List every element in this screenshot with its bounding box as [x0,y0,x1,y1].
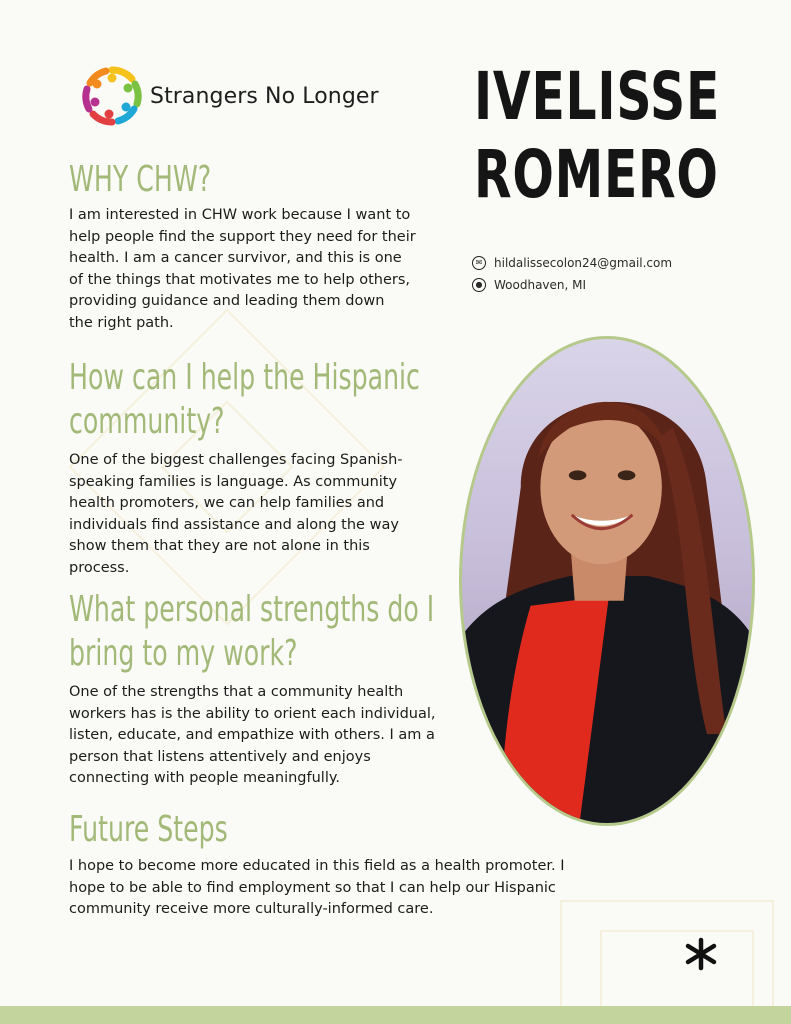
section-body-hispanic [69,450,403,580]
footer-bar [0,1006,791,1024]
body-line: of the things that motivates me to help others, [69,271,411,288]
email-text: hildalissecolon24@gmail.com [494,256,673,270]
body-line: connecting with people meaningfully. [69,770,340,787]
heading-line: community? [69,401,225,442]
body-line: person that listens attentively and enjoys [69,748,371,765]
section-body-future [69,856,565,921]
portrait-illustration [462,339,752,823]
section-heading-strengths [69,588,434,676]
heading-line: How can I help the Hispanic [69,357,420,398]
profile-photo [459,336,755,826]
contact-location-row [472,274,672,296]
body-line: listen, educate, and empathize with others. I am a [69,727,435,744]
body-line: individuals find assistance and along the way [69,516,399,533]
body-line: speaking families is language. As community [69,473,398,490]
profile-name [474,58,721,214]
logo-text: Strangers No Longer [150,83,379,109]
section-heading-future: Future Steps [69,809,228,850]
section-body-why-chw [69,205,416,335]
asterisk-icon [683,936,719,972]
heading-line: bring to my work? [69,633,298,674]
contact-email-row [472,252,672,274]
section-heading-hispanic [69,356,420,444]
body-line: hope to be able to find employment so that I can help our Hispanic [69,879,556,896]
body-line: process. [69,559,130,576]
body-line: I am interested in CHW work because I want to [69,207,411,223]
body-line: help people find the support they need for their [69,228,416,245]
logo [80,64,379,128]
first-name: IVELISSE [474,58,721,135]
body-line: providing guidance and leading them down [69,293,385,310]
body-line: I hope to become more educated in this field as a health promoter. I [69,858,565,874]
background-house-shape-inner [600,930,754,1008]
last-name: ROMERO [474,136,719,213]
body-line: One of the strengths that a community health [69,684,404,700]
heading-line: What personal strengths do I [69,589,435,630]
body-line: show them that they are not alone in this [69,538,370,555]
body-line: workers has is the ability to orient each individual, [69,705,436,722]
section-heading-why-chw: WHY CHW? [69,159,212,200]
body-line: health promoters, we can help families and [69,495,385,512]
community-circle-icon [80,64,144,128]
body-line: One of the biggest challenges facing Spanish- [69,452,403,468]
section-body-strengths [69,682,436,790]
location-text: Woodhaven, MI [494,278,587,292]
body-line: the right path. [69,314,174,331]
body-line: community receive more culturally-informed care. [69,901,434,918]
body-line: health. I am a cancer survivor, and this is one [69,250,402,267]
email-icon: ✉ [472,256,486,270]
location-pin-icon: ● [472,278,486,292]
contact-info [472,252,672,296]
